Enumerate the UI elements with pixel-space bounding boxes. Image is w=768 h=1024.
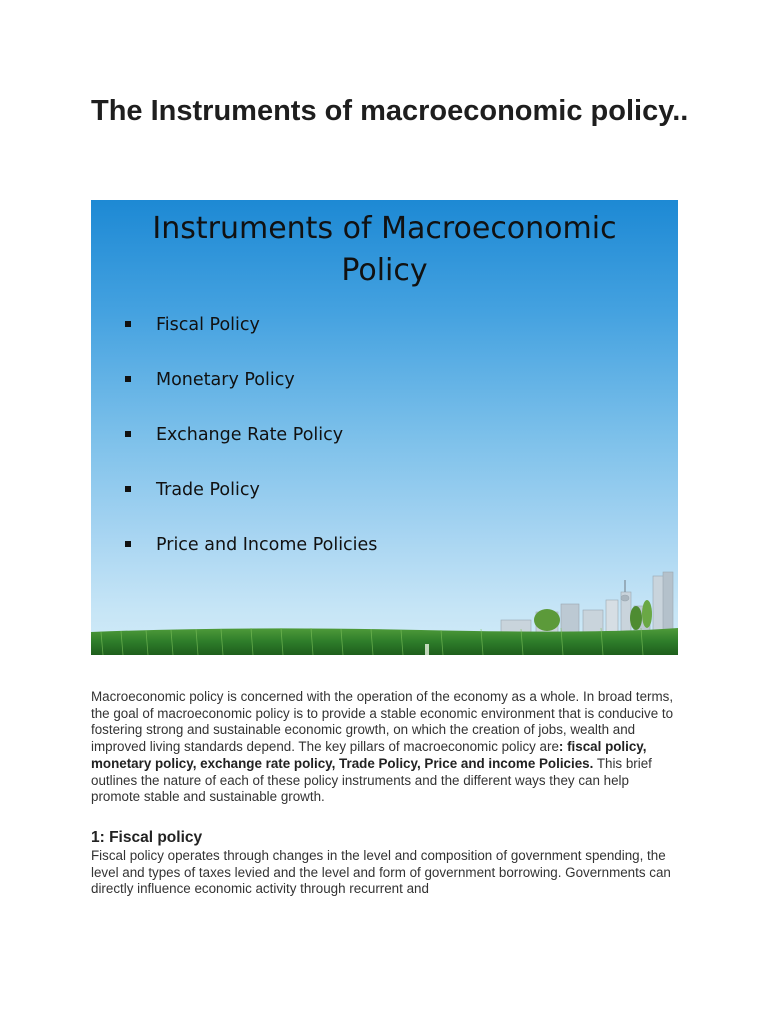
square-bullet-icon	[125, 376, 131, 382]
square-bullet-icon	[125, 486, 131, 492]
intro-paragraph	[91, 689, 681, 806]
page-title: The Instruments of macroeconomic policy..	[91, 95, 689, 127]
slide-image: Instruments of Macroeconomic Policy Fiscal Policy Monetary Policy Exchange Rate Policy Trade Policy Price and Income Policies	[91, 200, 678, 655]
section-paragraph-fiscal: Fiscal policy operates through changes in the level and composition of government spending, the level and types of taxes levied and the level and form of government borrowing. Governments can directly influence economic activity through recurrent and	[91, 848, 671, 897]
slide-title-line1: Instruments of Macroeconomic	[152, 211, 617, 246]
slide-title	[91, 208, 678, 292]
intro-bold-list: : fiscal policy, monetary policy, exchange rate policy, Trade Policy, Price and income Policies.	[91, 739, 647, 771]
section-heading-fiscal: 1: Fiscal policy	[91, 829, 203, 846]
intro-text-before: Macroeconomic policy is concerned with the operation of the economy as a whole. In broad terms, the goal of macroeconomic policy is to provide a stable economic environment that is conducive to fostering strong and sustainable economic growth, on which the creation of jobs, wealth and improved living standards depend. The key pillars of macroeconomic policy are	[91, 689, 674, 755]
square-bullet-icon	[125, 321, 131, 327]
slide-title-line2: Policy	[341, 253, 428, 288]
square-bullet-icon	[125, 431, 131, 437]
intro-text-after: This brief outlines the nature of each of these policy instruments and the different ways they can help promote stable and sustainable growth.	[91, 755, 652, 805]
square-bullet-icon	[125, 541, 131, 547]
grass	[91, 628, 678, 655]
